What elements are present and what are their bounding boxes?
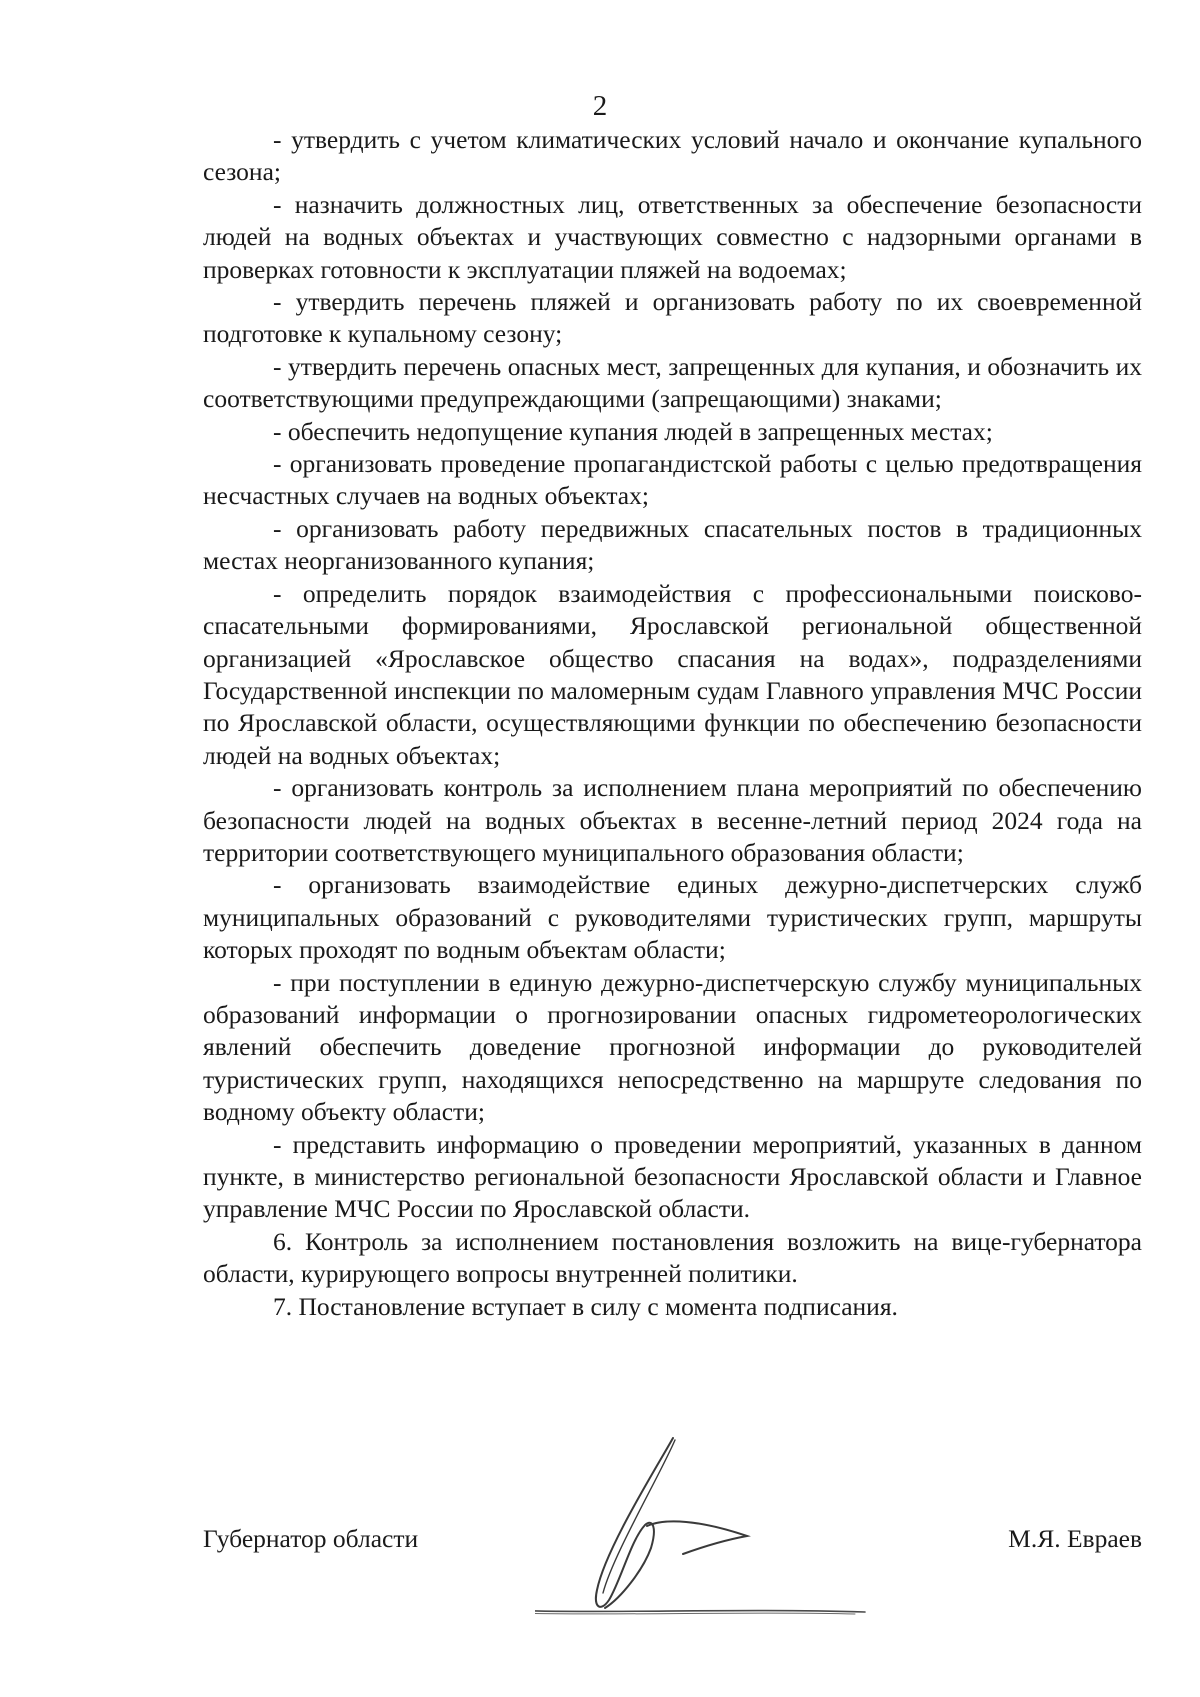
signatory-position: Губернатор области: [203, 1524, 419, 1553]
page-number: 2: [592, 90, 608, 122]
paragraph: - назначить должностных лиц, ответственных за обеспечение безопасности людей на водных объектах и участвующих совместно с надзорными органами в проверках готовности к эксплуатации пляжей на водоемах;: [203, 189, 1142, 284]
paragraph: - организовать проведение пропагандистской работы с целью предотвращения несчастных случаев на водных объектах;: [203, 449, 1142, 511]
paragraph: - определить порядок взаимодействия с профессиональными поисково-спасательными формированиями, Ярославской региональной общественной организацией «Ярославское общество спасания на водах», подразделениями Государственной инспекции по маломерным судам Главного управления МЧС России по Ярославской области, осуществляющими функции по обеспечению безопасности людей на водных объектах;: [203, 578, 1142, 770]
paragraph: 7. Постановление вступает в силу с момента подписания.: [273, 1291, 898, 1321]
paragraph: - организовать работу передвижных спасательных постов в традиционных местах неорганизованного купания;: [203, 513, 1142, 576]
paragraph: - утвердить перечень пляжей и организовать работу по их своевременной подготовке к купальному сезону;: [203, 287, 1142, 349]
paragraph: - обеспечить недопущение купания людей в запрещенных местах;: [273, 416, 993, 446]
paragraph: - представить информацию о проведении мероприятий, указанных в данном пункте, в министерство региональной безопасности Ярославской области и Главное управление МЧС России по Ярославской области.: [203, 1129, 1142, 1224]
paragraph: 6. Контроль за исполнением постановления возложить на вице-губернатора области, курирующего вопросы внутренней политики.: [203, 1226, 1142, 1289]
signatory-name: М.Я. Евраев: [1008, 1524, 1142, 1553]
paragraph: - утвердить с учетом климатических условий начало и окончание купального сезона;: [203, 125, 1142, 187]
paragraph: - организовать контроль за исполнением плана мероприятий по обеспечению безопасности людей на водных объектах в весенне-летний период 2024 года на территории соответствующего муниципального образования области;: [203, 773, 1142, 867]
paragraph: - утвердить перечень опасных мест, запрещенных для купания, и обозначить их соответствующими предупреждающими (запрещающими) знаками;: [203, 351, 1142, 414]
paragraph: - при поступлении в единую дежурно-диспетчерскую службу муниципальных образований информации о прогнозировании опасных гидрометеорологических явлений обеспечить доведение прогнозной информации до руководителей туристических групп, находящихся непосредственно на маршруте следования по водному объекту области;: [203, 967, 1142, 1127]
document-body: [203, 124, 1142, 1323]
signature-block: [203, 1515, 1142, 1555]
paragraph: - организовать взаимодействие единых дежурно-диспетчерских служб муниципальных образований с руководителями туристических групп, маршруты которых проходят по водным объектам области;: [203, 870, 1142, 965]
